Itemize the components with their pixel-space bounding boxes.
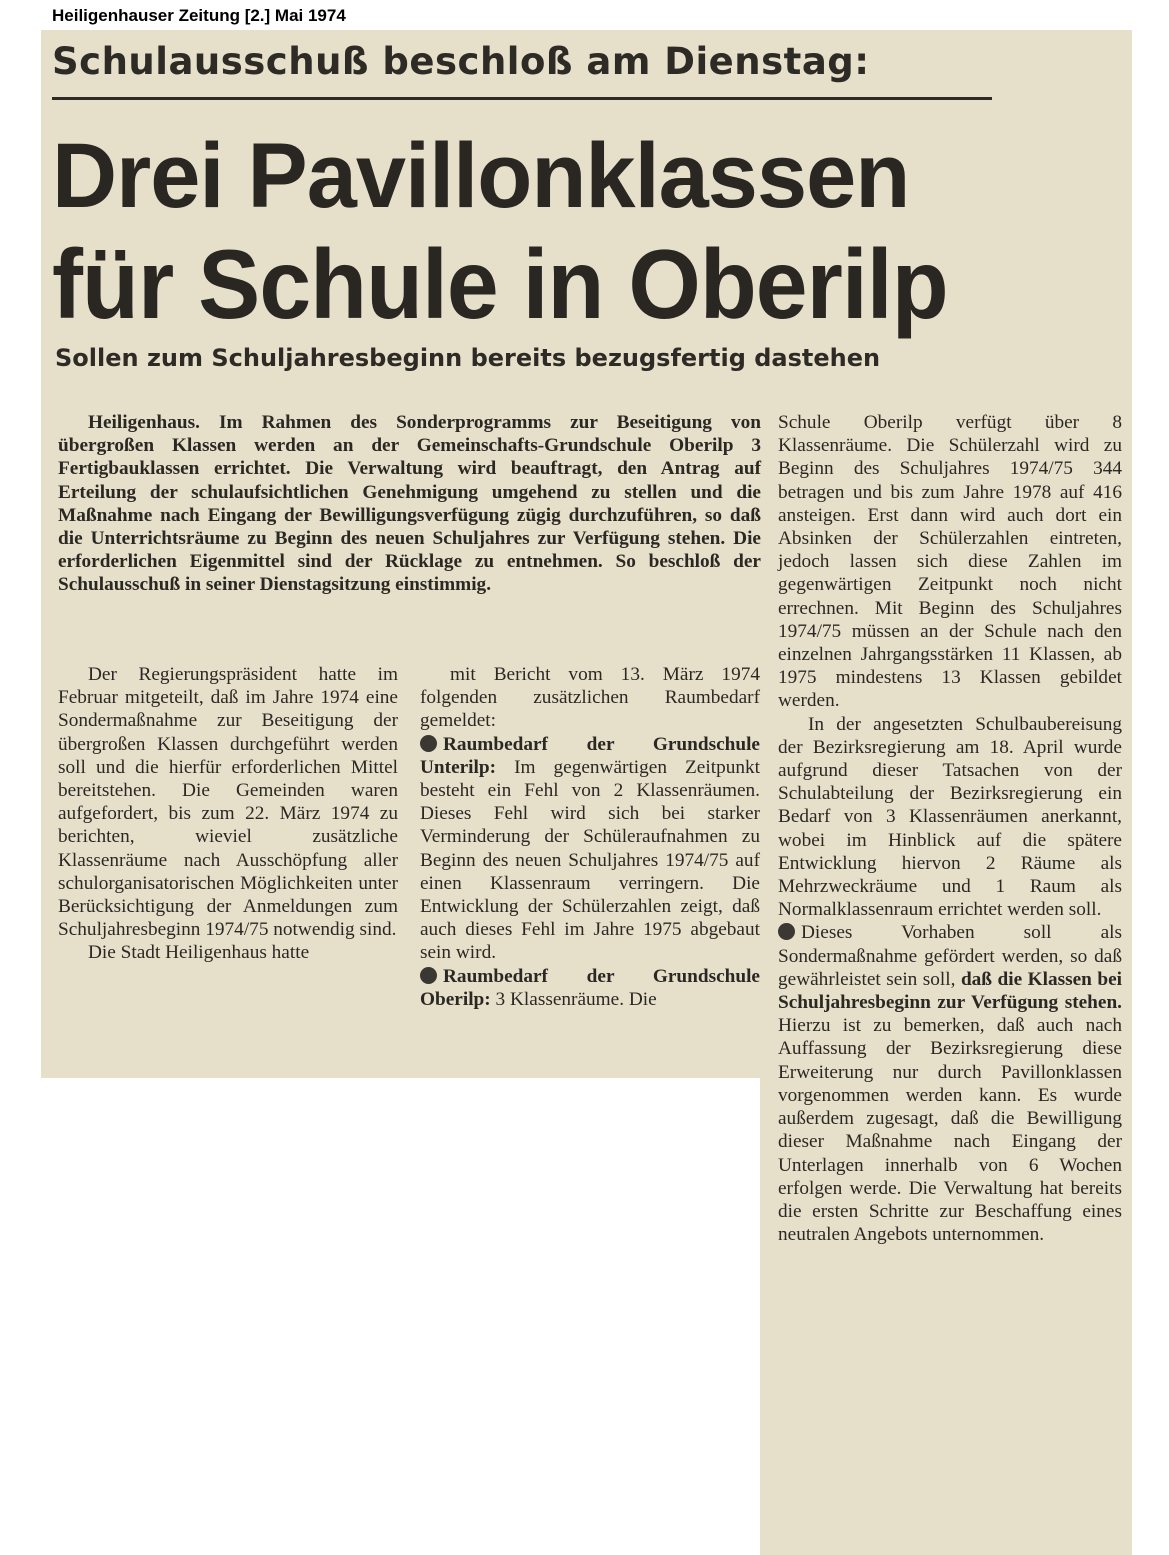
column-3 bbox=[778, 411, 1122, 1246]
article-kicker: Schulausschuß beschloß am Dienstag: bbox=[52, 40, 870, 83]
col2-bullet-unterilp bbox=[420, 733, 760, 965]
bullet-text: Im gegenwärtigen Zeitpunkt besteht ein Fehl von 2 Klassenräumen. Dieses Fehl wird sich bei starker Verminderung der Schüleraufnahmen zu Beginn des neuen Schuljahres 1974/75 auf einen Klassenraum verringern. Die Entwicklung der Schülerzahlen zeigt, daß auch dieses Fehl im Jahre 1975 abgebaut sein wird. bbox=[420, 756, 760, 964]
col3-paragraph-2: In der angesetzten Schulbaubereisung der Bezirksregierung am 18. April wurde aufgrund dieser Tatsachen von der Schulabteilung der Bezirksregierung ein Bedarf von 3 Klassenräumen anerkannt, wobei im Hinblick auf die spätere Entwicklung hiervon 2 Räume als Mehrzweckräume und 1 Raum als Normalklassenraum errichtet werden soll. bbox=[778, 713, 1122, 921]
bullet-dot-icon bbox=[420, 735, 437, 752]
bullet-bold-text: daß die Klassen bei Schuljahresbeginn zur Verfügung stehen. bbox=[778, 968, 1122, 1014]
column-2 bbox=[420, 663, 760, 1011]
bullet-text-2: Hierzu ist zu bemerken, daß auch nach Auffassung der Bezirksregierung diese Erweiterung nur durch Pavillonklassen vorgenommen werden kann. Es wurde außerdem zugesagt, daß die Bewilligung dieser Maßnahme nach Eingang der Unterlagen innerhalb von 6 Wochen erfolgen werde. Die Verwaltung hat bereits die ersten Schritte zur Beschaffung eines neutralen Angebots unternommen. bbox=[778, 1015, 1122, 1246]
headline-line-1: Drei Pavillonklassen bbox=[52, 125, 910, 227]
source-caption: Heiligenhauser Zeitung [2.] Mai 1974 bbox=[52, 6, 346, 25]
col3-paragraph-1: Schule Oberilp verfügt über 8 Klassenräume. Die Schülerzahl wird zu Beginn des Schuljahres 1974/75 344 betragen und bis zum Jahre 1978 auf 416 ansteigen. Erst dann wird auch dort ein Absinken der Schülerzahlen eintreten, jedoch lassen sich diese Zahlen im gegenwärtigen Zeitpunkt noch nicht errechnen. Mit Beginn des Schuljahres 1974/75 müssen an der Schule nach den einzelnen Jahrgangsstärken 11 Klassen, ab 1975 mindestens 13 Klassen gebildet werden. bbox=[778, 412, 1122, 712]
lead-text: Heiligenhaus. Im Rahmen des Sonderprogramms zur Beseitigung von übergroßen Klassen werden an der Gemeinschafts-Grundschule Oberilp 3 Fertigbauklassen errichtet. Die Verwaltung wird beauftragt, den Antrag auf Erteilung der schulaufsichtlichen Genehmigung umgehend zu stellen und die Maßnahme nach Eingang der Bewilligungsverfügung zügig durchzuführen, so daß die Unterrichtsräume zu Beginn des neuen Schuljahres zur Verfügung stehen. Die erforderlichen Eigenmittel sind der Rücklage zu entnehmen. So beschloß der Schulausschuß in seiner Dienstagsitzung einstimmig. bbox=[58, 412, 761, 596]
kicker-rule bbox=[52, 97, 992, 100]
bullet-dot-icon bbox=[778, 923, 795, 940]
col3-bullet bbox=[778, 921, 1122, 1246]
bullet-text-1: Dieses Vorhaben soll als Sondermaßnahme gefördert werden, so daß gewährleistet sein soll, bbox=[778, 922, 1122, 990]
bullet-text: 3 Klassenräume. Die bbox=[495, 988, 657, 1010]
lead-paragraph bbox=[58, 411, 761, 597]
bullet-heading: Raumbedarf der Grundschule Unterilp: bbox=[420, 733, 760, 778]
column-1 bbox=[58, 663, 398, 965]
headline-line-2: für Schule in Oberilp bbox=[52, 229, 948, 339]
col2-bullet-oberilp bbox=[420, 965, 760, 1011]
col2-paragraph-1: mit Bericht vom 13. März 1974 folgenden zusätzlichen Raumbedarf gemeldet: bbox=[420, 664, 760, 732]
col1-paragraph-1: Der Regierungspräsident hatte im Februar mitgeteilt, daß im Jahre 1974 eine Sondermaßnahme zur Beseitigung der übergroßen Klassen durchgeführt werden soll und die hierfür erforderlichen Mittel bereitstehen. Die Gemeinden waren aufgefordert, bis zum 22. März 1974 zu berichten, wieviel zusätzliche Klassenräume nach Ausschöpfung aller schulorganisatorischen Möglichkeiten unter Berücksichtigung der Anmeldungen zum Schuljahresbeginn 1974/75 notwendig sind. bbox=[58, 664, 398, 941]
bullet-dot-icon bbox=[420, 967, 437, 984]
bullet-heading: Raumbedarf der Grundschule Oberilp: bbox=[420, 965, 760, 1010]
col1-paragraph-2: Die Stadt Heiligenhaus hatte bbox=[88, 942, 310, 964]
subheadline: Sollen zum Schuljahresbeginn bereits bezugsfertig dastehen bbox=[55, 344, 881, 372]
